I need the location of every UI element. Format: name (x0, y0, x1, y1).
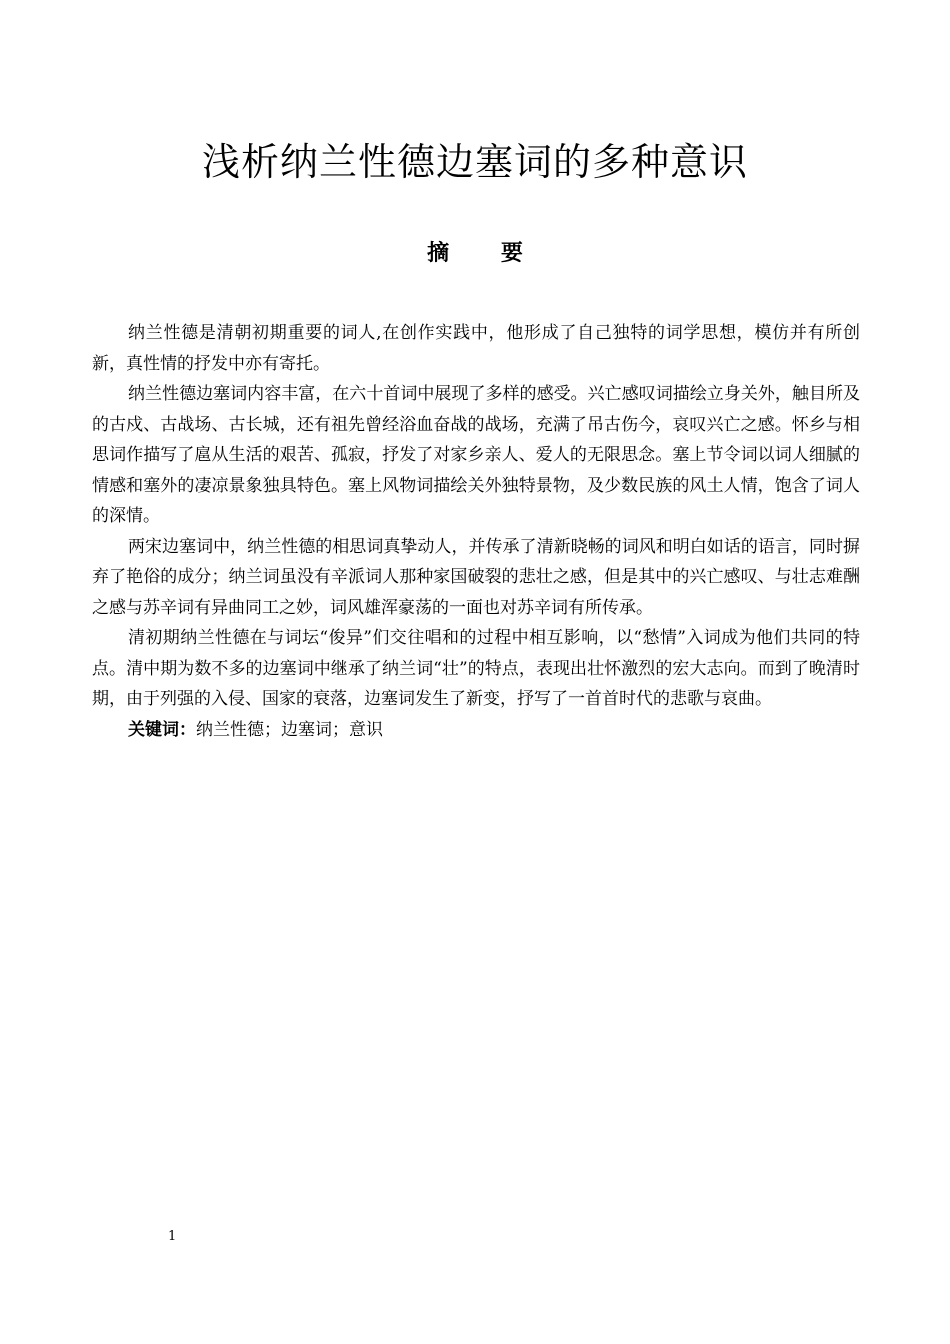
abstract-body (92, 318, 860, 745)
keywords-label: 关键词： (128, 719, 196, 740)
document-title: 浅析纳兰性德边塞词的多种意识 (201, 140, 748, 184)
abstract-paragraph-1: 纳兰性德是清朝初期重要的词人,在创作实践中，他形成了自己独特的词学思想，模仿并有所创新，真性情的抒发中亦有寄托。 (92, 323, 860, 374)
keywords-value: 纳兰性德；边塞词；意识 (196, 719, 383, 740)
abstract-heading: 摘 要 (427, 241, 545, 266)
abstract-paragraph-4: 清初期纳兰性德在与词坛“俊异”们交往唱和的过程中相互影响，以“愁情”入词成为他们共同的特点。清中期为数不多的边塞词中继承了纳兰词“壮”的特点，表现出壮怀激烈的宏大志向。而到了晚清时期，由于列强的入侵、国家的衰落，边塞词发生了新变，抒写了一首首时代的悲歌与哀曲。 (92, 628, 860, 709)
abstract-paragraph-2: 纳兰性德边塞词内容丰富，在六十首词中展现了多样的感受。兴亡感叹词描绘立身关外，触目所及的古戍、古战场、古长城，还有祖先曾经浴血奋战的战场，充满了吊古伤今，哀叹兴亡之感。怀乡与相思词作描写了扈从生活的艰苦、孤寂，抒发了对家乡亲人、爱人的无限思念。塞上节令词以词人细腻的情感和塞外的凄凉景象独具特色。塞上风物词描绘关外独特景物，及少数民族的风土人情，饱含了词人的深情。 (92, 384, 860, 526)
page-number: 1 (168, 1229, 177, 1244)
abstract-paragraph-3: 两宋边塞词中，纳兰性德的相思词真挚动人，并传承了清新晓畅的词风和明白如话的语言，同时摒弃了艳俗的成分；纳兰词虽没有辛派词人那种家国破裂的悲壮之感，但是其中的兴亡感叹、与壮志难酬之感与苏辛词有异曲同工之妙，词风雄浑豪荡的一面也对苏辛词有所传承。 (92, 536, 860, 618)
keywords-line (92, 715, 860, 746)
